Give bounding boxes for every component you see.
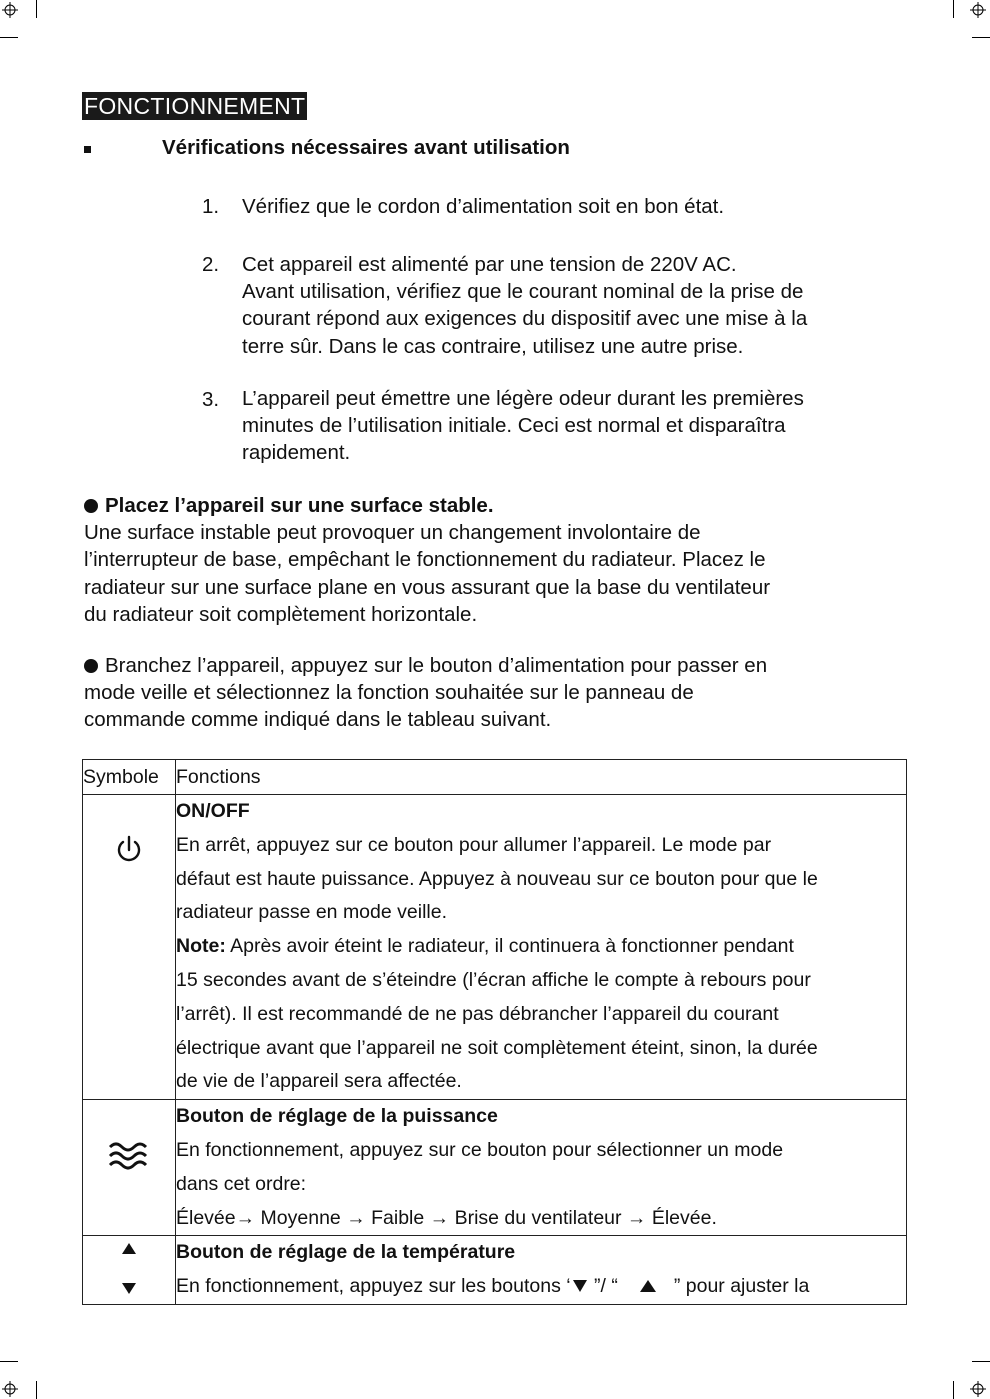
- checks-heading: Vérifications nécessaires avant utilisation: [162, 136, 570, 159]
- up-down-arrows-icon: [119, 1241, 139, 1297]
- table-row: Bouton de réglage de la température En fonctionnement, appuyez sur les boutons ‘ ”/ “ ” pour ajuster la: [83, 1236, 907, 1305]
- table-row: Bouton de réglage de la puissance En fonctionnement, appuyez sur ce bouton pour sélectionner un mode dans cet ordre: Élevée→ Moyenne → Faible → Brise du ventilateur → Élevée.: [83, 1100, 907, 1236]
- row-title: ON/OFF: [176, 800, 250, 822]
- table-header-symbol: Symbole: [83, 760, 176, 795]
- page-title: FONCTIONNEMENT: [84, 93, 306, 119]
- check-number: 3.: [202, 388, 220, 411]
- check-text: Cet appareil est alimenté par une tension de 220V AC. Avant utilisation, vérifiez que le courant nominal de la prise de courant répond aux exigences du dispositif avec une mise à la terre sûr. Dans le cas contraire, utilisez une autre prise.: [242, 253, 808, 358]
- stable-section: Placez l’appareil sur une surface stable. Une surface instable peut provoquer un changement involontaire de l’interrupteur de base, empêchant le fonctionnement du radiateur. Placez le radiateur sur une surface plane en vous assurant que la base du ventilateur du radiateur soit complètement horizontale.: [84, 494, 771, 626]
- functions-table: [82, 759, 907, 1305]
- table-row: ON/OFF En arrêt, appuyez sur ce bouton pour allumer l’appareil. Le mode par défaut est haute puissance. Appuyez à nouveau sur ce bouton pour que le radiateur passe en mode veille. Note: Après avoir éteint le radiateur, il continuera à fonctionner pendant 15 secondes avant de s’éteindre (l’écran affiche le compte à rebours pour l’arrêt). Il est recommandé de ne pas débrancher l’appareil du courant électrique avant que l’appareil ne soit complètement éteint, sinon, la durée de vie de l’appareil sera affectée.: [83, 795, 907, 1100]
- up-triangle-icon: [638, 1279, 658, 1293]
- registration-mark-icon: [2, 2, 18, 18]
- power-icon: [115, 835, 143, 865]
- registration-mark-icon: [2, 1381, 18, 1397]
- note-label: Note:: [176, 935, 226, 958]
- registration-mark-icon: [970, 1381, 986, 1397]
- check-text: Vérifiez que le cordon d’alimentation soit en bon état.: [242, 195, 725, 218]
- check-number: 2.: [202, 253, 220, 276]
- row-title: Bouton de réglage de la puissance: [176, 1105, 498, 1128]
- registration-mark-icon: [970, 2, 986, 18]
- mode-sequence: Élevée→ Moyenne → Faible → Brise du ventilateur → Élevée.: [176, 1206, 717, 1229]
- table-header-row: [83, 760, 907, 795]
- down-triangle-icon: [571, 1279, 589, 1293]
- row-title: Bouton de réglage de la température: [176, 1241, 516, 1264]
- bullet-square-icon: [84, 146, 91, 153]
- table-header-functions: Fonctions: [176, 760, 907, 795]
- heat-waves-icon: [108, 1140, 150, 1172]
- check-text: L’appareil peut émettre une légère odeur durant les premières minutes de l’utilisation initiale. Ceci est normal et disparaîtra rapidement.: [242, 387, 804, 465]
- check-number: 1.: [202, 195, 220, 218]
- bullet-dot-icon: [84, 499, 98, 513]
- stable-heading: Placez l’appareil sur une surface stable.: [105, 494, 494, 517]
- plug-section: Branchez l’appareil, appuyez sur le bouton d’alimentation pour passer en mode veille et sélectionnez la fonction souhaitée sur le panneau de commande comme indiqué dans le tableau suivant.: [84, 654, 768, 732]
- bullet-dot-icon: [84, 659, 98, 673]
